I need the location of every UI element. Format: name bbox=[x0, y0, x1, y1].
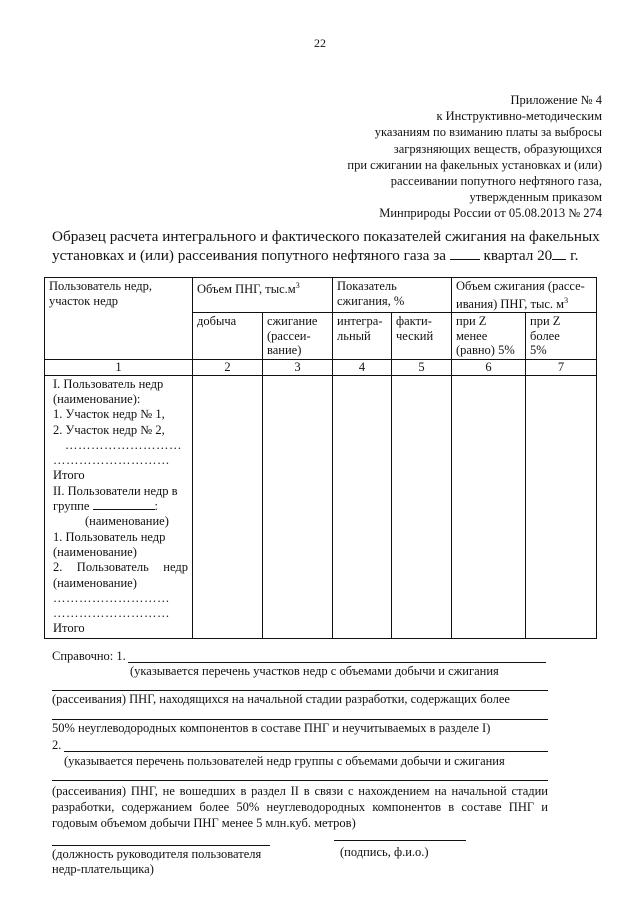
note-line bbox=[128, 662, 546, 663]
superscript: 3 bbox=[295, 281, 300, 290]
header-text: ческий bbox=[396, 328, 434, 343]
header-text: сжигания, % bbox=[337, 293, 405, 308]
header-indicator bbox=[333, 278, 452, 313]
header-text: 5% bbox=[530, 343, 547, 358]
signature-label: (подпись, ф.и.о.) bbox=[340, 845, 429, 859]
list-item: (наименование) bbox=[53, 544, 137, 559]
list-item: 1. Пользователь недр bbox=[53, 529, 166, 544]
list-item-text: Пользователь bbox=[76, 560, 149, 575]
list-item-text: Пользователи недр в bbox=[67, 483, 178, 498]
list-item bbox=[53, 484, 188, 499]
note-hint: (указывается перечень участков недр с объемами добычи и сжигания bbox=[130, 664, 499, 678]
item-label: 2. bbox=[52, 738, 62, 752]
list-item: (наименование) bbox=[85, 514, 169, 529]
calculation-table bbox=[44, 277, 597, 639]
header-text: (рассеи- bbox=[267, 328, 311, 343]
list-item: 2. Участок недр № 2, bbox=[53, 422, 165, 437]
appendix-line: Приложение № 4 bbox=[510, 93, 602, 107]
header-text: ивания) ПНГ, тыс. м bbox=[456, 296, 565, 311]
list-item: I. Пользователь недр bbox=[53, 376, 164, 391]
user-list-cell bbox=[45, 375, 193, 638]
title-line-2 bbox=[52, 246, 612, 265]
superscript: 3 bbox=[564, 295, 569, 305]
header-text: более bbox=[530, 328, 560, 343]
empty-data-cell bbox=[193, 375, 263, 638]
list-item: 1. Участок недр № 1, bbox=[53, 407, 165, 422]
empty-data-cell bbox=[392, 375, 452, 638]
header-text: факти- bbox=[396, 314, 432, 329]
sub-burning bbox=[263, 313, 333, 360]
empty-data-cell bbox=[263, 375, 333, 638]
appendix-line: Минприроды России от 05.08.2013 № 274 bbox=[379, 206, 602, 221]
header-text: при Z bbox=[530, 314, 561, 329]
note-paragraph: (рассеивания) ПНГ, не вошедших в раздел II в связи с нахождением на начальной стадии разработки, содержанием более 50% неуглеводородных компонентов в составе ПНГ и годовым объемом добычи ПНГ менее 5 млн.куб. метров) bbox=[52, 784, 548, 830]
sub-actual bbox=[392, 313, 452, 360]
position-label: (должность руководителя пользователя bbox=[52, 847, 262, 861]
appendix-line: утвержденным приказом bbox=[469, 190, 602, 205]
list-item-text: : bbox=[154, 499, 158, 514]
document-title bbox=[52, 227, 612, 265]
header-text: льный bbox=[337, 328, 371, 343]
empty-data-cell bbox=[526, 375, 597, 638]
note-line bbox=[52, 780, 548, 781]
header-burning bbox=[452, 278, 597, 313]
sub-z-less bbox=[452, 313, 526, 360]
header-text: сжигание bbox=[267, 314, 318, 329]
note-line bbox=[64, 751, 548, 752]
position-line bbox=[52, 845, 270, 846]
column-numbers-row bbox=[45, 360, 597, 376]
list-item: ……………………… bbox=[65, 437, 182, 452]
table-body-row bbox=[45, 375, 597, 638]
position-label: недр-плательщика) bbox=[52, 862, 154, 876]
header-text: добыча bbox=[197, 314, 237, 329]
header-text: Объем ПНГ, тыс.м bbox=[197, 282, 296, 297]
appendix-line: к Инструктивно-методическим bbox=[436, 109, 602, 124]
list-item: Итого bbox=[53, 621, 85, 636]
list-item-text: II. bbox=[53, 483, 65, 498]
appendix-line: при сжигании на факельных установках и (или) bbox=[347, 157, 602, 172]
note-line bbox=[52, 690, 548, 691]
column-number: 3 bbox=[263, 360, 333, 376]
year-blank bbox=[552, 259, 566, 260]
sub-extraction bbox=[193, 313, 263, 360]
group-name-blank bbox=[93, 509, 155, 510]
list-item: ……………………… bbox=[53, 453, 170, 468]
header-text: Объем сжигания (рассе- bbox=[456, 279, 585, 293]
list-item: ……………………… bbox=[53, 590, 170, 605]
appendix-line: указаниям по взиманию платы за выбросы bbox=[374, 125, 602, 140]
header-volume bbox=[193, 278, 333, 313]
column-number: 1 bbox=[45, 360, 193, 376]
header-user bbox=[45, 278, 193, 360]
column-number: 2 bbox=[193, 360, 263, 376]
appendix-block bbox=[302, 92, 602, 222]
note-line bbox=[52, 719, 548, 720]
appendix-line: загрязняющих веществ, образующихся bbox=[393, 141, 602, 156]
title-text: г. bbox=[570, 247, 579, 264]
list-item-text: 2. bbox=[53, 560, 63, 575]
title-line-1: Образец расчета интегрального и фактического показателей сжигания на факельных bbox=[52, 228, 600, 245]
list-item: (наименование): bbox=[53, 391, 141, 406]
column-number: 7 bbox=[526, 360, 597, 376]
header-text: (равно) 5% bbox=[456, 343, 515, 358]
header-text: вание) bbox=[267, 343, 302, 358]
empty-data-cell bbox=[452, 375, 526, 638]
signature-line bbox=[334, 840, 466, 841]
list-item-text: группе bbox=[53, 499, 90, 514]
note-hint: (рассеивания) ПНГ, находящихся на начальной стадии разработки, содержащих более bbox=[52, 692, 510, 706]
header-text: Показатель bbox=[337, 279, 397, 293]
empty-data-cell bbox=[333, 375, 392, 638]
page-number: 22 bbox=[314, 36, 326, 50]
appendix-line: рассеивании попутного нефтяного газа, bbox=[390, 174, 602, 189]
list-item-text: недр bbox=[163, 560, 188, 575]
sub-integral bbox=[333, 313, 392, 360]
title-text: установках и (или) рассеивания попутного нефтяного газа за bbox=[52, 247, 446, 264]
note-hint: (указывается перечень пользователей недр группы с объемами добычи и сжигания bbox=[64, 754, 505, 768]
list-item: Итого bbox=[53, 468, 85, 483]
header-text: интегра- bbox=[337, 314, 383, 329]
header-text: менее bbox=[456, 328, 488, 343]
header-text: при Z bbox=[456, 314, 487, 329]
note-hint: 50% неуглеводородных компонентов в составе ПНГ и неучитываемых в разделе I) bbox=[52, 721, 491, 735]
header-text: Пользователь недр, bbox=[49, 279, 153, 293]
list-item: ……………………… bbox=[53, 606, 170, 621]
quarter-blank bbox=[450, 259, 480, 260]
list-item: (наименование) bbox=[53, 575, 137, 590]
reference-label: Справочно: 1. bbox=[52, 649, 126, 663]
column-number: 4 bbox=[333, 360, 392, 376]
list-item bbox=[53, 560, 188, 575]
sub-z-more bbox=[526, 313, 597, 360]
title-text: квартал 20 bbox=[483, 247, 553, 264]
header-text: участок недр bbox=[49, 293, 119, 308]
list-item bbox=[53, 499, 188, 514]
column-number: 6 bbox=[452, 360, 526, 376]
column-number: 5 bbox=[392, 360, 452, 376]
